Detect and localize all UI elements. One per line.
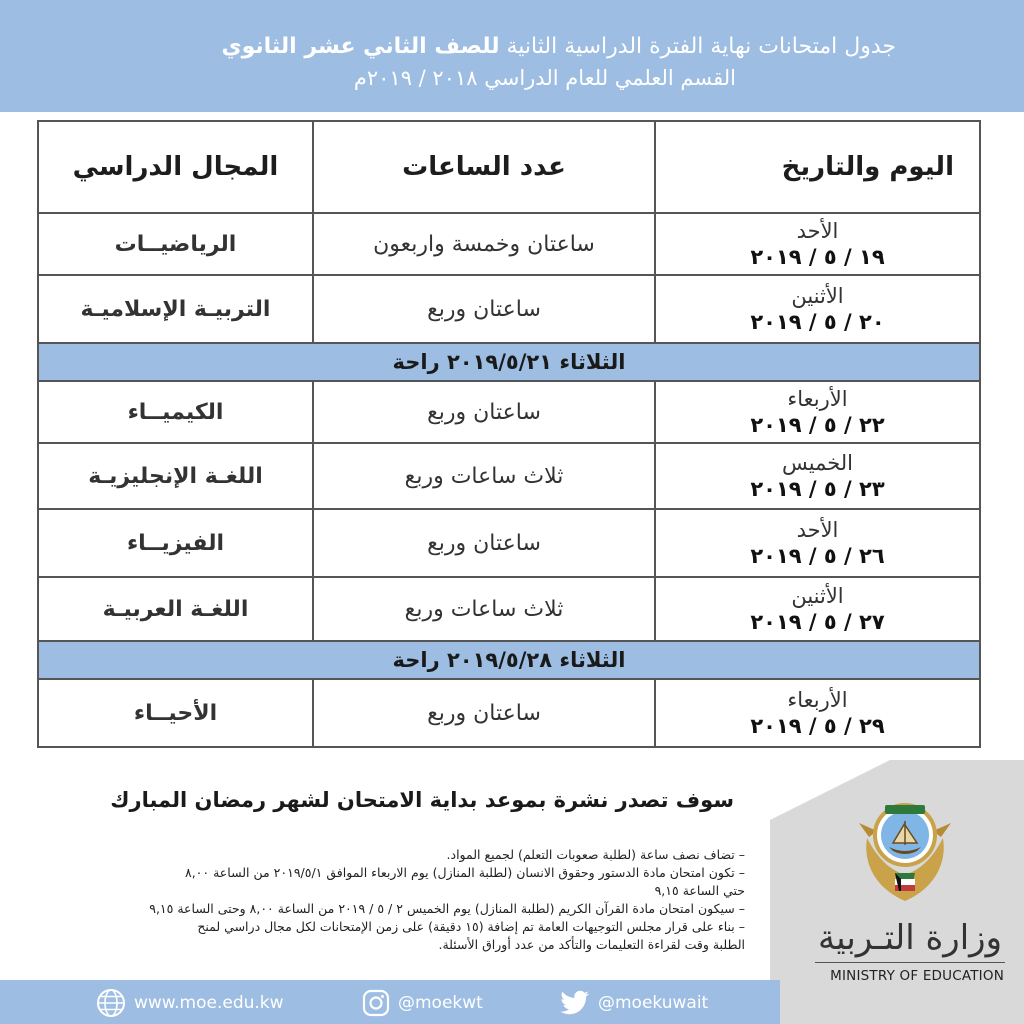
twitter-bird-icon [560,990,590,1016]
note-item: – سيكون امتحان مادة القرآن الكريم (لطلبة المنازل) يوم الخميس ٢ / ٥ / ٢٠١٩ من الساعة ٨,٠٠ وحتى الساعة ٩,١٥ [149,901,745,916]
subject-cell: الأحيــاء [38,679,313,747]
page-title: جدول امتحانات نهاية الفترة الدراسية الثانية للصف الثاني عشر الثانوي [221,34,896,59]
notes-list [0,846,745,954]
note-item: حتي الساعة ٩,١٥ [654,883,745,898]
day-date-cell: الأربعاء ٢٩ / ٥ / ٢٠١٩ [655,679,980,747]
table-row [38,509,980,577]
day-date-cell: الأحد ١٩ / ٥ / ٢٠١٩ [655,213,980,275]
instagram-link[interactable] [362,992,483,1014]
table-row [38,213,980,275]
note-item: الطلبة وقت لقراءة التعليمات والتأكد من عدد أوراق الأسئلة. [438,937,745,952]
kuwait-emblem-icon [855,793,955,913]
table-row [38,577,980,641]
day-date-cell: الخميس ٢٣ / ٥ / ٢٠١٩ [655,443,980,509]
twitter-text: @moekuwait [598,993,709,1013]
hours-cell: ساعتان وربع [313,381,655,443]
rest-day-label: الثلاثاء ٢٠١٩/٥/٢٨ راحة [38,641,980,679]
twitter-link[interactable] [560,992,708,1014]
rest-day-row [38,343,980,381]
subject-cell: الكيميــاء [38,381,313,443]
hours-cell: ثلاث ساعات وربع [313,577,655,641]
subject-cell: الفيزيــاء [38,509,313,577]
table-row [38,679,980,747]
header-subject: المجال الدراسي [38,121,313,213]
header-day-date: اليوم والتاريخ [655,121,980,213]
ramadan-notice: سوف تصدر نشرة بموعد بداية الامتحان لشهر رمضان المبارك [110,788,734,812]
subject-cell: التربيـة الإسلاميـة [38,275,313,343]
website-text: www.moe.edu.kw [134,993,284,1013]
hours-cell: ثلاث ساعات وربع [313,443,655,509]
rest-day-row [38,641,980,679]
table-row [38,275,980,343]
day-date-cell: الأثنين ٢٠ / ٥ / ٢٠١٩ [655,275,980,343]
page-subtitle: القسم العلمي للعام الدراسي ٢٠١٨ / ٢٠١٩م [353,66,736,90]
note-item: – تكون امتحان مادة الدستور وحقوق الانسان (لطلبة المنازل) يوم الاربعاء الموافق ٢٠١٩/٥/١ من الساعة ٨,٠٠ [185,865,745,880]
day-date-cell: الأثنين ٢٧ / ٥ / ٢٠١٩ [655,577,980,641]
hours-cell: ساعتان وربع [313,509,655,577]
table-row [38,443,980,509]
header-hours: عدد الساعات [313,121,655,213]
day-date-cell: الأحد ٢٦ / ٥ / ٢٠١٩ [655,509,980,577]
exam-schedule-table [37,120,981,748]
note-item: – بناء على قرار مجلس التوجيهات العامة تم إضافة (١٥ دقيقة) على زمن الإمتحانات لكل مجال دراسي لمنح [197,919,745,934]
table-row [38,381,980,443]
note-item: – تضاف نصف ساعة (لطلبة صعوبات التعلم) لجميع المواد. [446,847,745,862]
hours-cell: ساعتان وربع [313,275,655,343]
logo-divider [815,962,1005,963]
table-header-row [38,121,980,213]
website-link[interactable] [96,992,284,1014]
subject-cell: اللغـة الإنجليزيـة [38,443,313,509]
instagram-icon [362,989,390,1017]
rest-day-label: الثلاثاء ٢٠١٩/٥/٢١ راحة [38,343,980,381]
hours-cell: ساعتان وربع [313,679,655,747]
subject-cell: اللغـة العربيـة [38,577,313,641]
day-date-cell: الأربعاء ٢٢ / ٥ / ٢٠١٩ [655,381,980,443]
globe-icon [96,988,126,1018]
hours-cell: ساعتان وخمسة واربعون [313,213,655,275]
header-banner [0,0,1024,112]
ministry-name-arabic: وزارة التـربية [817,918,1002,958]
ministry-name-english: MINISTRY OF EDUCATION [830,968,1004,984]
instagram-text: @moekwt [398,993,483,1013]
subject-cell: الرياضيــات [38,213,313,275]
